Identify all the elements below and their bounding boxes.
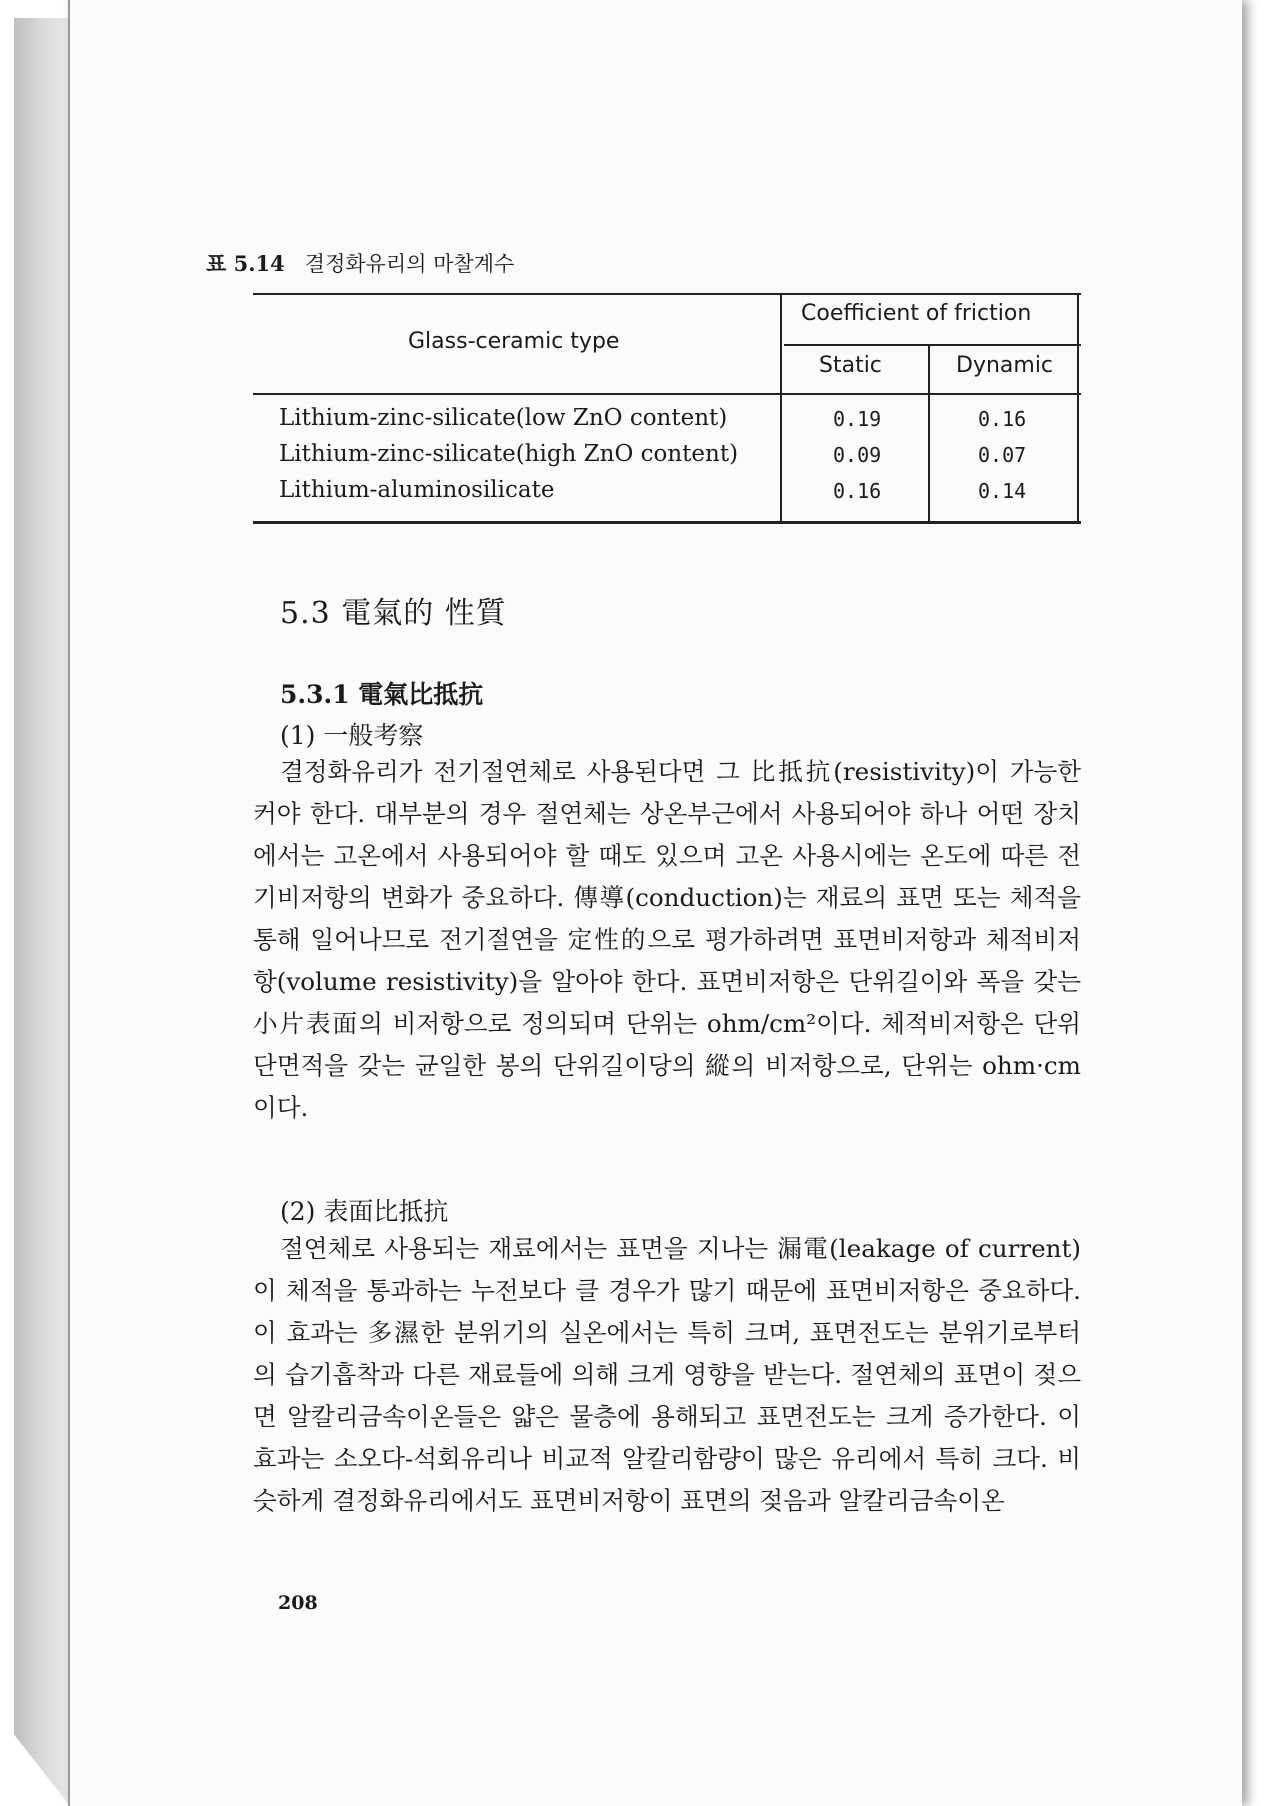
table-row-3-dynamic: 0.14 xyxy=(978,479,1027,503)
table-row-1-dynamic: 0.16 xyxy=(978,407,1027,431)
table-caption-number: 표 5.14 xyxy=(206,251,285,276)
header-glass-ceramic-type: Glass-ceramic type xyxy=(408,329,620,354)
table-row-2-type: Lithium-zinc-silicate(high ZnO content) xyxy=(279,441,739,467)
paragraph-surface-resistivity: 절연체로 사용되는 재료에서는 표면을 지나는 漏電(leakage of current)이 체적을 통과하는 누전보다 클 경우가 많기 때문에 표면비저항은 중요하다. 이 효과는 多濕한 분위기의 실온에서는 특히 크며, 표면전도는 분위기로부터의 습기흡착과 다른 재료들에 의해 크게 영향을 받는다. 절연체의 표면이 젖으면 알칼리금속이온들은 얇은 물층에 용해되고 표면전도는 크게 증가한다. 이 효과는 소오다-석회유리나 비교적 알칼리함량이 많은 유리에서 특히 크다. 비슷하게 결정화유리에서도 표면비저항이 표면의 젖음과 알칼리금속이온 xyxy=(253,1234,1081,1515)
section-title: 5.3 電氣的 性質 xyxy=(280,596,507,631)
friction-table xyxy=(253,293,1081,523)
table-caption xyxy=(206,248,514,278)
subsection-title: 5.3.1 電氣比抵抗 xyxy=(280,680,484,709)
item-surface-resistivity: (2) 表面比抵抗 xyxy=(280,1197,449,1226)
page-number: 208 xyxy=(278,1592,318,1614)
table-row-1-static: 0.19 xyxy=(833,407,882,431)
table-row-3-type: Lithium-aluminosilicate xyxy=(279,477,555,503)
header-coefficient-of-friction: Coefficient of friction xyxy=(801,301,1032,326)
table-row-1-type: Lithium-zinc-silicate(low ZnO content) xyxy=(279,405,728,431)
table-caption-text: 결정화유리의 마찰계수 xyxy=(304,252,515,276)
table-row-2-static: 0.09 xyxy=(833,443,882,467)
table-row-3-static: 0.16 xyxy=(833,479,882,503)
book-spine xyxy=(14,18,70,1806)
paragraph-general: 결정화유리가 전기절연체로 사용된다면 그 比抵抗(resistivity)이 가능한 커야 한다. 대부분의 경우 절연체는 상온부근에서 사용되어야 하나 어떤 장치에서는 고온에서 사용되어야 할 때도 있으며 고온 사용시에는 온도에 따른 전기비저항의 변화가 중요하다. 傳導(conduction)는 재료의 표면 또는 체적을 통해 일어나므로 전기절연을 定性的으로 평가하려면 표면비저항과 체적비저항(volume resistivity)을 알아야 한다. 표면비저항은 단위길이와 폭을 갖는 小片表面의 비저항으로 정의되며 단위는 ohm/cm²이다. 체적비저항은 단위단면적을 갖는 균일한 봉의 단위길이당의 縱의 비저항으로, 단위는 ohm·cm 이다. xyxy=(253,757,1081,1122)
table-row-2-dynamic: 0.07 xyxy=(978,443,1027,467)
item-general-consideration: (1) 一般考察 xyxy=(280,721,424,750)
header-dynamic: Dynamic xyxy=(956,353,1054,378)
header-static: Static xyxy=(819,353,882,378)
